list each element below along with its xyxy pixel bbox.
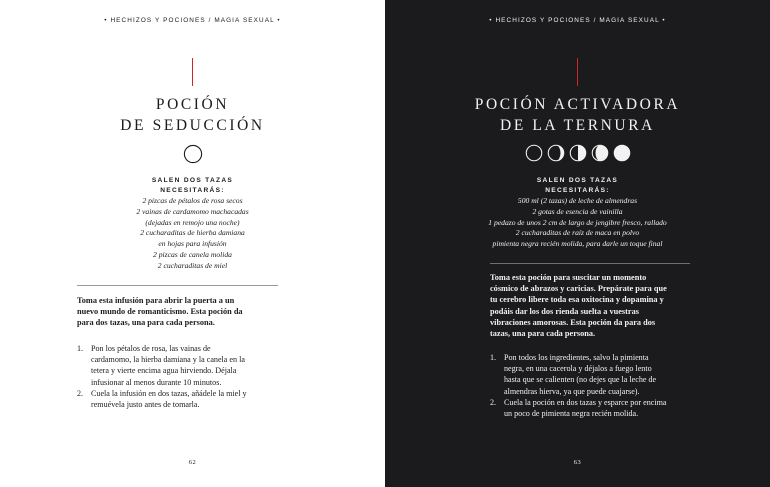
yield-heading — [0, 176, 385, 195]
ingredient-item: pimienta negra recién molida, para darle un toque final — [492, 239, 663, 249]
step-line: Cuela la poción en dos tazas y esparce por encima — [504, 397, 667, 407]
waxing-gibbous-icon — [591, 144, 609, 162]
step-line: tetera y vierte encima agua hirviendo. Déjala — [91, 366, 237, 376]
intro-line: para dos tazas, una para cada persona. — [77, 318, 215, 328]
step-line: Pon los pétalos de rosa, las vainas de — [91, 344, 211, 353]
step-number: 2. — [490, 397, 497, 407]
page-number: 62 — [188, 459, 197, 466]
step-line: infusionar al menos durante 10 minutos. — [91, 377, 222, 387]
yield-line: SALEN DOS TAZAS — [151, 177, 234, 184]
new-moon-icon — [183, 144, 203, 164]
step-item — [490, 397, 725, 419]
intro-line: Toma esta infusión para abrir la puerta a un — [77, 296, 235, 305]
step-line: Cuela la infusión en dos tazas, añádele la miel y — [91, 388, 247, 398]
intro-line: cósmico de abrazos y caricias. Prepárate para que — [490, 284, 667, 294]
intro-line: podáis dar los dos rienda suelta a vuestras — [490, 306, 639, 316]
step-line: almendras hierva, ya que puede cuajarse). — [504, 386, 640, 396]
intro-line: vibraciones amorosas. Esta poción da para dos — [490, 317, 656, 327]
running-header: • HECHIZOS Y POCIONES / MAGIA SEXUAL • — [104, 17, 281, 24]
step-item — [490, 352, 725, 397]
step-line: Pon todos los ingredientes, salvo la pimienta — [504, 353, 649, 362]
full-moon-icon — [613, 144, 631, 162]
yield-line: NECESITARÁS: — [160, 186, 225, 194]
title-line: POCIÓN — [155, 96, 230, 113]
intro-line: tu cerebro libere toda esa oxitocina y dopamina y — [490, 295, 664, 305]
step-line: hasta que se calienten (no dejes que la leche de — [504, 375, 657, 385]
running-header: • HECHIZOS Y POCIONES / MAGIA SEXUAL • — [489, 17, 666, 24]
moon-phase-row — [0, 144, 385, 164]
step-line: remuévela justo antes de tomarla. — [91, 400, 200, 410]
section-divider — [77, 285, 278, 286]
intro-line: nuevo mundo de romanticismo. Esta poción da — [77, 307, 243, 317]
recipe-title — [385, 94, 770, 136]
intro-line: Toma esta poción para suscitar un momento — [490, 273, 647, 282]
step-item — [77, 343, 302, 388]
ingredient-item: 2 cucharaditas de miel — [157, 260, 228, 270]
ingredient-list — [0, 196, 385, 272]
intro-paragraph — [490, 272, 720, 339]
ingredient-item: 2 pizcas de pétalos de rosa secos — [142, 196, 243, 205]
ingredient-item: 2 cucharaditas de raíz de maca en polvo — [515, 228, 640, 238]
right-page — [385, 0, 770, 487]
ingredient-item: 2 cucharaditas de hierba damiana — [140, 228, 245, 238]
title-line: DE LA TERNURA — [500, 117, 655, 134]
recipe-title — [0, 94, 385, 136]
ingredient-item: (dejadas en remojo una noche) — [145, 217, 240, 227]
yield-line: SALEN DOS TAZAS — [536, 177, 619, 184]
step-item — [77, 388, 302, 410]
intro-paragraph — [77, 295, 297, 329]
step-line: un poco de pimienta negra recién molida. — [504, 409, 639, 419]
ingredient-item: 2 gotas de esencia de vainilla — [532, 206, 623, 216]
section-divider — [490, 263, 690, 264]
title-line: DE SEDUCCIÓN — [120, 117, 265, 134]
new-moon-icon — [525, 144, 543, 162]
red-divider-line — [192, 58, 194, 86]
step-line: negra, en una cacerola y déjalos a fuego lento — [504, 364, 652, 374]
step-number: 1. — [490, 353, 497, 362]
steps-list — [77, 343, 302, 410]
ingredient-list — [385, 196, 770, 250]
ingredient-item: 1 pedazo de unos 2 cm de largo de jengibre fresco, rallado — [488, 217, 667, 227]
red-divider-line — [577, 58, 579, 86]
ingredient-item: 2 vainas de cardamomo machacadas — [136, 206, 249, 216]
title-line: POCIÓN ACTIVADORA — [474, 96, 681, 113]
first-quarter-icon — [569, 144, 587, 162]
waxing-crescent-icon — [547, 144, 565, 162]
steps-list — [490, 352, 725, 419]
ingredient-item: 2 pizcas de canela molida — [153, 249, 232, 259]
yield-line: NECESITARÁS: — [545, 186, 610, 194]
step-number: 1. — [77, 344, 84, 353]
ingredient-item: en hojas para infusión — [158, 239, 227, 249]
step-line: cardamomo, la hierba damiana y la canela en la — [91, 355, 245, 365]
page-number: 63 — [573, 459, 582, 466]
intro-line: tazas, una para cada persona. — [490, 329, 596, 339]
ingredient-item: 500 ml (2 tazas) de leche de almendras — [517, 196, 638, 205]
moon-phase-row — [385, 144, 770, 162]
yield-heading — [385, 176, 770, 195]
step-number: 2. — [77, 388, 84, 398]
